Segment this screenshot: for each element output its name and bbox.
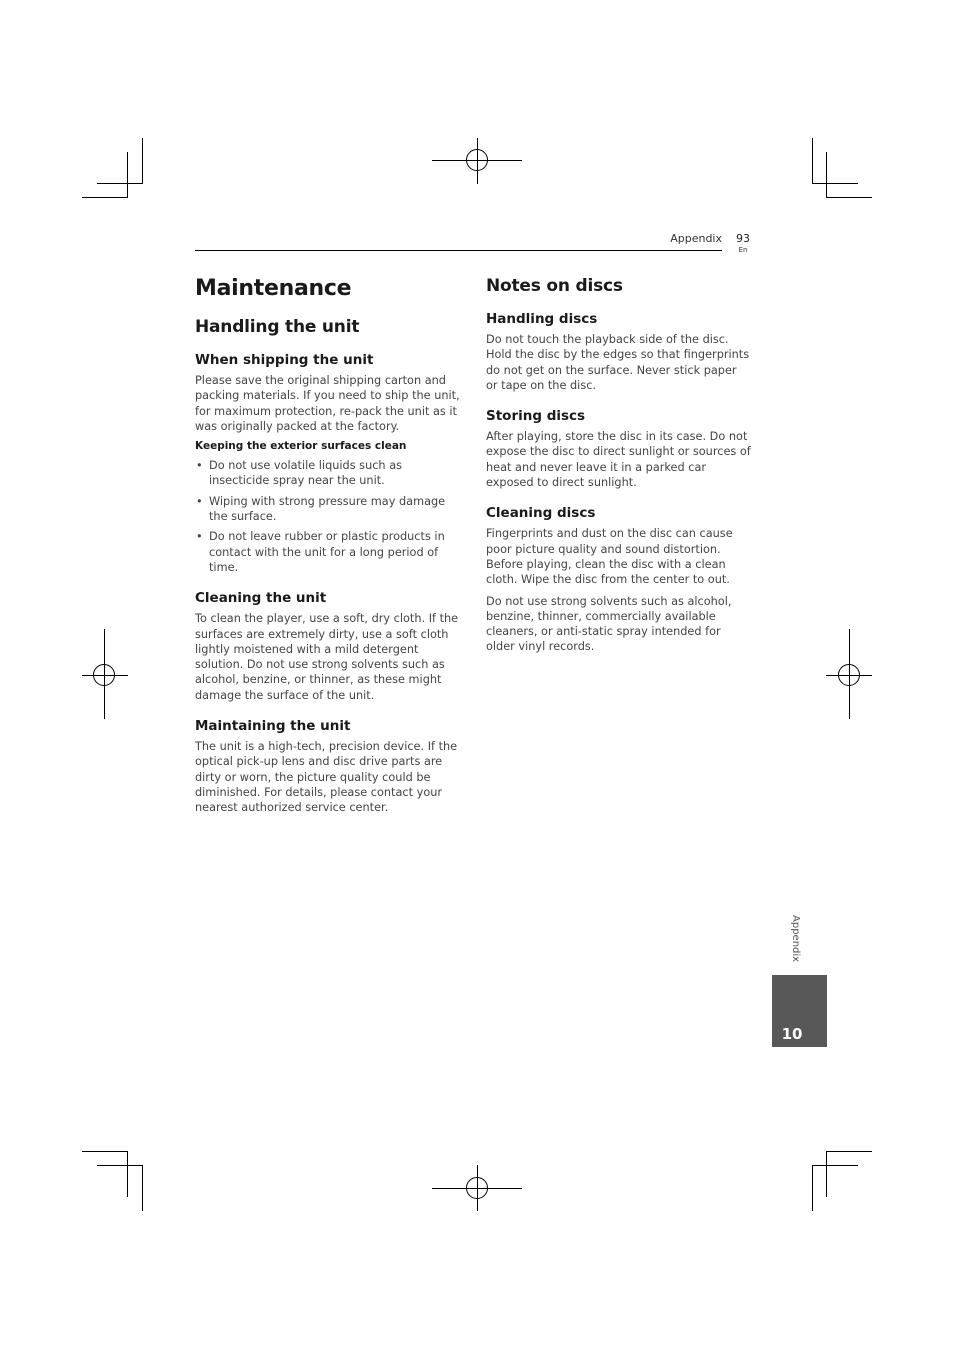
cleaning-discs-heading: Cleaning discs: [486, 505, 596, 522]
header-language: En: [738, 246, 748, 254]
list-item-text: Wiping with strong pressure may damage the surface.: [209, 494, 446, 524]
handling-discs-heading: Handling discs: [486, 311, 598, 327]
notes-on-discs-heading: Notes on discs: [486, 276, 623, 296]
list-item-text: Do not use volatile liquids such as insecticide spray near the unit.: [209, 459, 402, 488]
list-item-text: Do not leave rubber or plastic products in contact with the unit for a long period of time.: [209, 530, 445, 574]
cleaning-discs-body-2: Do not use strong solvents such as alcohol, benzine, thinner, commercially available cleaners, or anti-static spray intended for older vinyl records.: [486, 594, 732, 654]
storing-discs-heading: Storing discs: [486, 408, 586, 425]
registration-circle-icon: [466, 149, 488, 171]
header-section-label: Appendix: [670, 232, 722, 245]
bullet-icon: •: [196, 494, 203, 508]
registration-circle-icon: [466, 1177, 488, 1199]
bullet-icon: •: [196, 530, 203, 544]
handling-unit-heading: Handling the unit: [195, 317, 360, 337]
shipping-heading: When shipping the unit: [195, 352, 374, 368]
exterior-list: [195, 458, 460, 575]
storing-discs-body: After playing, store the disc in its case. Do not expose the disc to direct sunlight or sources of heat and never leave it in a parked car exposed to direct sunlight.: [486, 430, 751, 490]
maintaining-body: The unit is a high-tech, precision device. If the optical pick-up lens and disc drive parts are dirty or worn, the picture quality could be diminished. For details, please contact your nearest authorized service center.: [195, 740, 458, 815]
side-tab-label: Appendix: [790, 915, 801, 963]
header-rule: [195, 250, 722, 251]
list-item: [195, 494, 460, 525]
registration-circle-icon: [838, 664, 860, 686]
list-item: [195, 458, 460, 489]
page-title: Maintenance: [195, 276, 352, 301]
cleaning-discs-body-1: Fingerprints and dust on the disc can cause poor picture quality and sound distortion. Before playing, clean the disc with a clean cloth. Wipe the disc from the center to out.: [486, 527, 733, 587]
header-page-number: 93: [736, 232, 750, 245]
shipping-body: Please save the original shipping carton and packing materials. If you need to ship the unit, for maximum protection, re-pack the unit as it was originally packed at the factory.: [195, 374, 460, 433]
cleaning-unit-body: To clean the player, use a soft, dry cloth. If the surfaces are extremely dirty, use a soft cloth lightly moistened with a mild detergent solution. Do not use strong solvents such as alcohol, benzine, or thinner, as these might damage the surface of the unit.: [195, 612, 459, 702]
left-column: [195, 272, 460, 822]
exterior-heading: Keeping the exterior surfaces clean: [195, 440, 407, 453]
list-item: [195, 529, 460, 575]
maintaining-heading: Maintaining the unit: [195, 718, 351, 735]
bullet-icon: •: [196, 459, 203, 473]
cleaning-unit-heading: Cleaning the unit: [195, 590, 327, 607]
right-column: [486, 272, 751, 661]
chapter-number: 10: [781, 1025, 803, 1043]
handling-discs-body: Do not touch the playback side of the disc. Hold the disc by the edges so that fingerprints do not get on the surface. Never stick paper or tape on the disc.: [486, 333, 750, 392]
registration-circle-icon: [93, 664, 115, 686]
